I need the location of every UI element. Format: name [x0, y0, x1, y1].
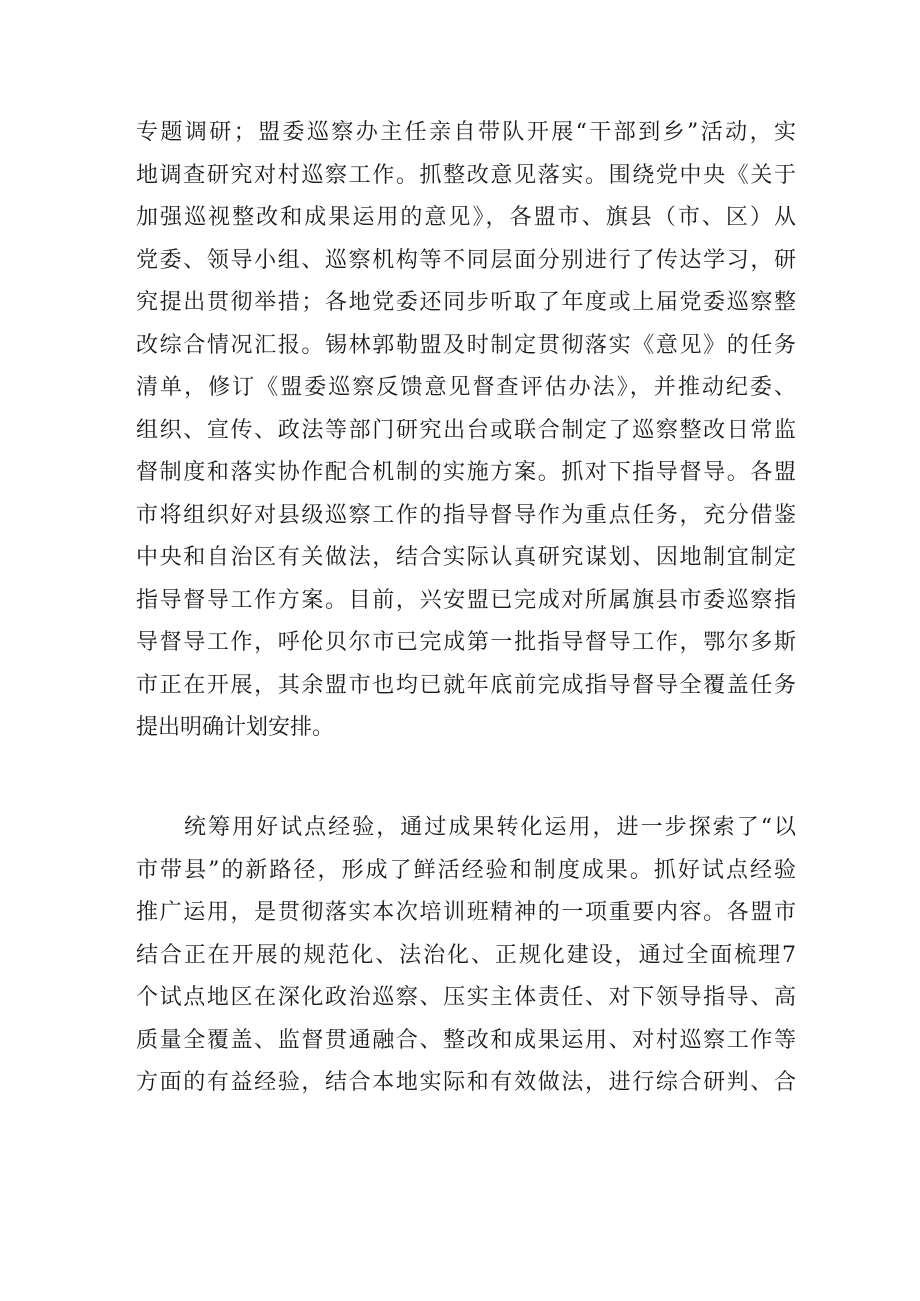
text-line: 清单，修订《盟委巡察反馈意见督查评估办法》，并推动纪委、 — [136, 375, 796, 400]
text-line: 党委、领导小组、巡察机构等不同层面分别进行了传达学习，研 — [136, 247, 796, 273]
text-line: 中央和自治区有关做法，结合实际认真研究谋划、因地制宜制定 — [136, 545, 796, 570]
text-line: 质量全覆盖、监督贯通融合、整改和成果运用、对村巡察工作等 — [136, 1027, 796, 1053]
text-line: 督制度和落实协作配合机制的实施方案。抓对下指导督导。各盟 — [136, 460, 796, 485]
text-line: 改综合情况汇报。锡林郭勒盟及时制定贯彻落实《意见》的任务 — [136, 332, 796, 358]
text-line: 市将组织好对县级巡察工作的指导督导作为重点任务，充分借鉴 — [136, 502, 796, 528]
text-line: 个试点地区在深化政治巡察、压实主体责任、对下领导指导、高 — [136, 985, 796, 1010]
text-line: 结合正在开展的规范化、法治化、正规化建设，通过全面梳理7 — [136, 942, 796, 968]
text-line: 地调查研究对村巡察工作。抓整改意见落实。围绕党中央《关于 — [136, 162, 796, 188]
text-line: 究提出贯彻举措；各地党委还同步听取了年度或上届党委巡察整 — [136, 290, 796, 315]
paragraph-1 — [136, 112, 796, 750]
text-line: 推广运用，是贯彻落实本次培训班精神的一项重要内容。各盟市 — [136, 900, 796, 925]
text-line: 加强巡视整改和成果运用的意见》，各盟市、旗县（市、区）从 — [136, 205, 796, 230]
text-line: 市正在开展，其余盟市也均已就年底前完成指导督导全覆盖任务 — [136, 672, 796, 698]
text-line: 导督导工作，呼伦贝尔市已完成第一批指导督导工作，鄂尔多斯 — [136, 630, 796, 655]
text-line: 市带县”的新路径，形成了鲜活经验和制度成果。抓好试点经验 — [136, 857, 796, 883]
text-line: 指导督导工作方案。目前，兴安盟已完成对所属旗县市委巡察指 — [136, 587, 796, 613]
paragraph-2 — [136, 807, 796, 1105]
text-line: 提出明确计划安排。 — [136, 715, 335, 740]
text-line: 组织、宣传、政法等部门研究出台或联合制定了巡察整改日常监 — [136, 417, 796, 443]
text-line: 方面的有益经验，结合本地实际和有效做法，进行综合研判、合 — [136, 1070, 796, 1095]
text-line: 专题调研；盟委巡察办主任亲自带队开展“干部到乡”活动，实 — [136, 120, 796, 145]
text-line: 统筹用好试点经验，通过成果转化运用，进一步探索了“以 — [184, 815, 796, 840]
